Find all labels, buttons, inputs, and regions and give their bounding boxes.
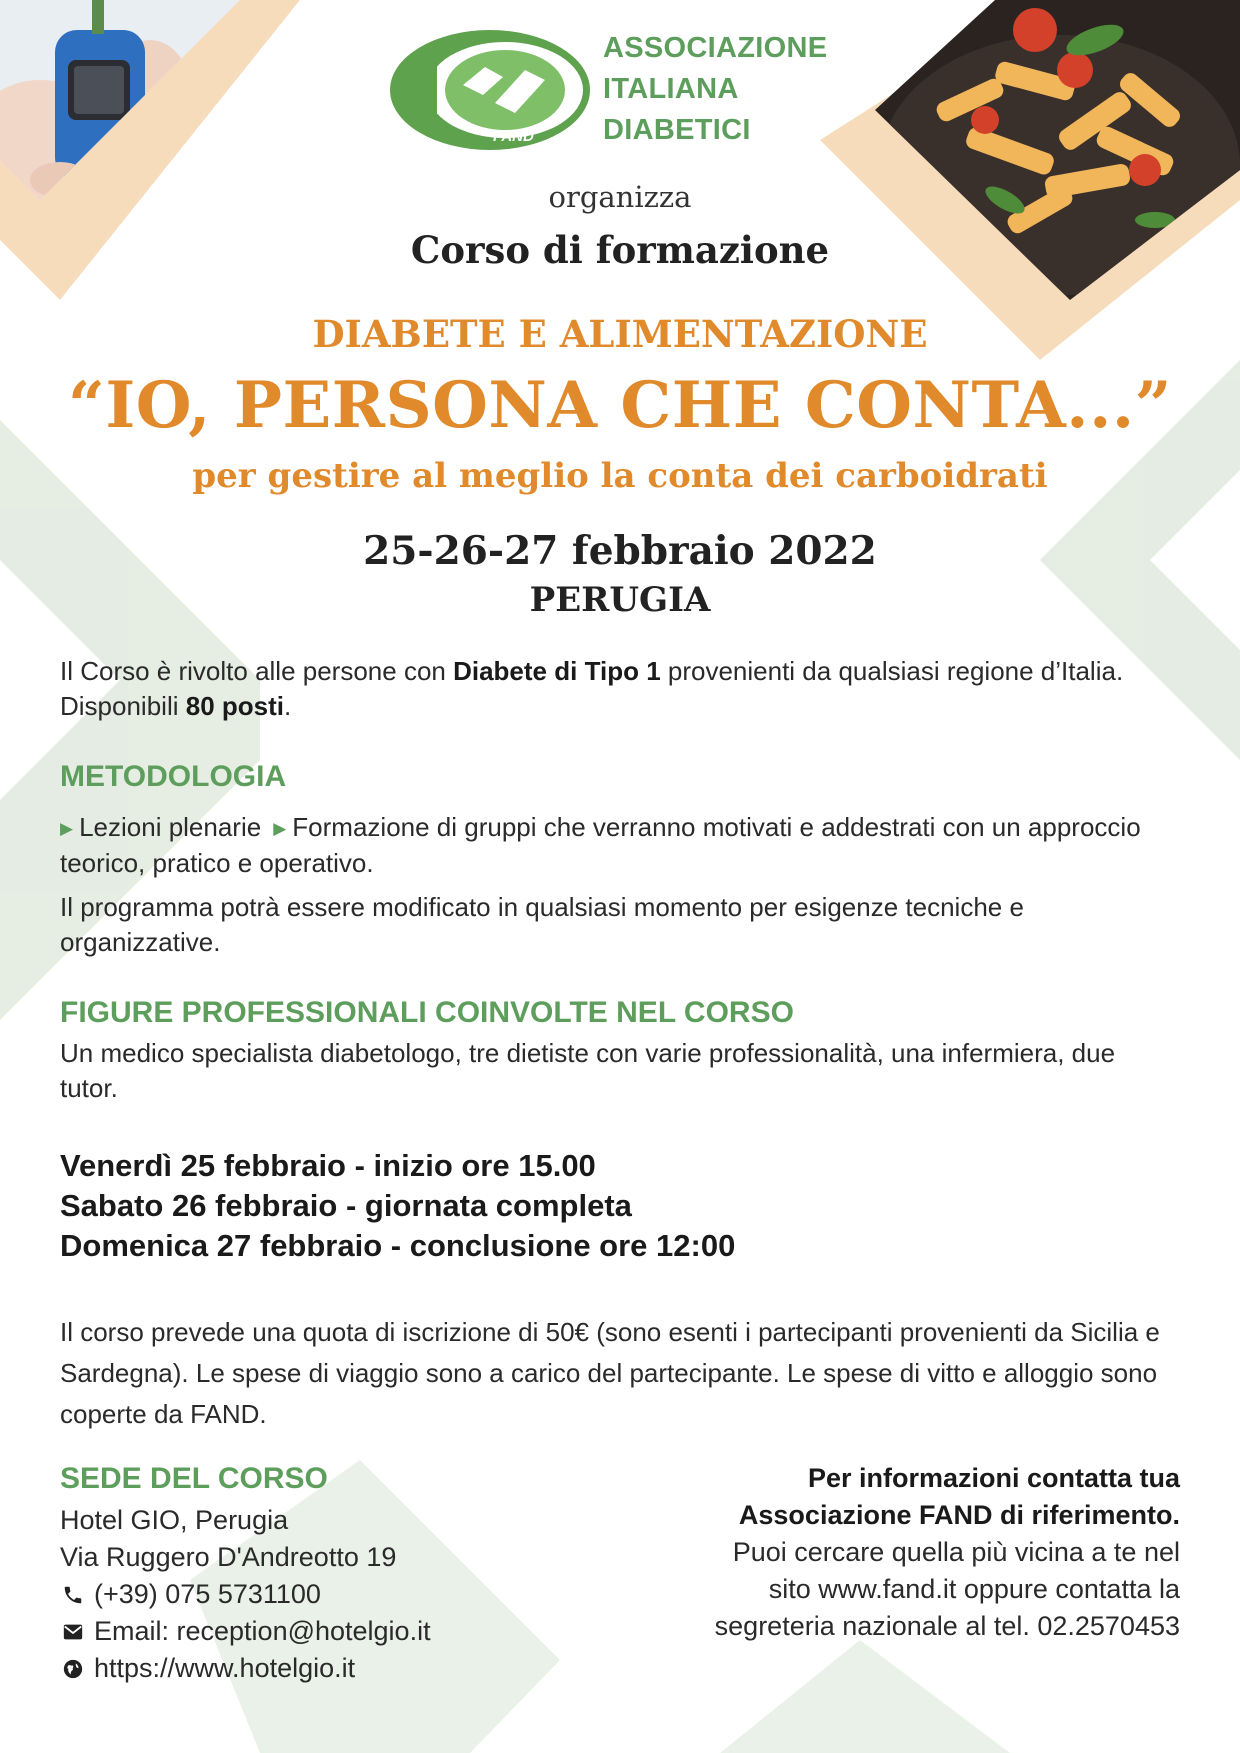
sede-details xyxy=(60,1502,431,1687)
course-motto: “IO, PERSONA CHE CONTA...” xyxy=(68,368,1172,443)
fee-paragraph: Il corso prevede una quota di iscrizione di 50€ (sono esenti i partecipanti provenienti da Sicilia e Sardegna). Le spese di viaggio sono a carico del partecipante. Le spese di vitto e alloggio sono coperte da FAND. xyxy=(60,1317,1160,1429)
sede-phone-row xyxy=(60,1576,431,1613)
metodologia-item: Formazione di gruppi che verranno motivati e addestrati con un approccio teorico, pratico e operativo. xyxy=(60,812,1141,878)
schedule xyxy=(60,1146,735,1266)
triangle-right-icon: ▶ xyxy=(273,819,287,838)
schedule-item: Sabato 26 febbraio - giornata completa xyxy=(60,1188,632,1223)
schedule-item: Domenica 27 febbraio - conclusione ore 12:00 xyxy=(60,1228,736,1263)
metodologia-item: Lezioni plenarie xyxy=(79,812,262,842)
organization-name-line: ASSOCIAZIONE xyxy=(603,32,828,64)
event-dates: 25-26-27 febbraio 2022 xyxy=(363,528,877,574)
sede-website-row xyxy=(60,1650,431,1687)
sede-heading: SEDE DEL CORSO xyxy=(60,1462,328,1495)
logo-wordmark: FAND xyxy=(493,128,534,145)
schedule-item: Venerdì 25 febbraio - inizio ore 15.00 xyxy=(60,1148,596,1183)
course-subject: DIABETE E ALIMENTAZIONE xyxy=(312,312,928,356)
organizza-label: organizza xyxy=(548,180,692,214)
intro-text: Il Corso è rivolto alle persone con xyxy=(60,656,454,686)
sede-website[interactable]: https://www.hotelgio.it xyxy=(94,1653,356,1683)
organization-name xyxy=(603,28,827,151)
organization-name-line: ITALIANA xyxy=(603,73,739,105)
sede-email-row xyxy=(60,1613,431,1650)
intro-highlight: 80 posti xyxy=(185,691,284,721)
globe-icon xyxy=(60,1658,86,1680)
info-line: sito www.fand.it oppure contatta la xyxy=(768,1574,1180,1604)
metodologia-list xyxy=(60,810,1180,881)
envelope-icon xyxy=(60,1621,86,1643)
intro-paragraph xyxy=(60,654,1180,724)
triangle-right-icon: ▶ xyxy=(60,819,74,838)
sede-address: Via Ruggero D'Andreotto 19 xyxy=(60,1542,397,1572)
intro-text: . xyxy=(283,691,292,721)
sede-hotel: Hotel GIO, Perugia xyxy=(60,1505,289,1535)
figure-text: Un medico specialista diabetologo, tre dietiste con varie professionalità, una infermiera, due tutor. xyxy=(60,1038,1116,1103)
info-line: Associazione FAND di riferimento. xyxy=(738,1500,1180,1530)
info-line: Puoi cercare quella più vicina a te nel xyxy=(732,1537,1180,1567)
course-tagline: per gestire al meglio la conta dei carboidrati xyxy=(192,456,1048,496)
organization-name-line: DIABETICI xyxy=(603,114,751,146)
figure-heading: FIGURE PROFESSIONALI COINVOLTE NEL CORSO xyxy=(60,996,794,1029)
pasta-dish-photo xyxy=(855,0,1240,330)
fand-logo xyxy=(385,25,595,155)
event-city: PERUGIA xyxy=(529,580,711,620)
phone-icon xyxy=(60,1584,86,1606)
info-line: Per informazioni contatta tua xyxy=(807,1463,1180,1493)
program-note: Il programma potrà essere modificato in qualsiasi momento per esigenze tecniche e organizzative. xyxy=(60,892,1024,957)
info-box xyxy=(640,1460,1180,1645)
metodologia-heading: METODOLOGIA xyxy=(60,760,287,793)
intro-text: provenienti da qualsiasi regione d’Italia. Disponibili xyxy=(60,656,1124,721)
course-type: Corso di formazione xyxy=(410,228,830,272)
sede-email[interactable]: Email: reception@hotelgio.it xyxy=(94,1616,431,1646)
intro-highlight: Diabete di Tipo 1 xyxy=(453,656,661,686)
info-line: segreteria nazionale al tel. 02.2570453 xyxy=(714,1611,1180,1641)
sede-phone[interactable]: (+39) 075 5731100 xyxy=(94,1579,321,1609)
